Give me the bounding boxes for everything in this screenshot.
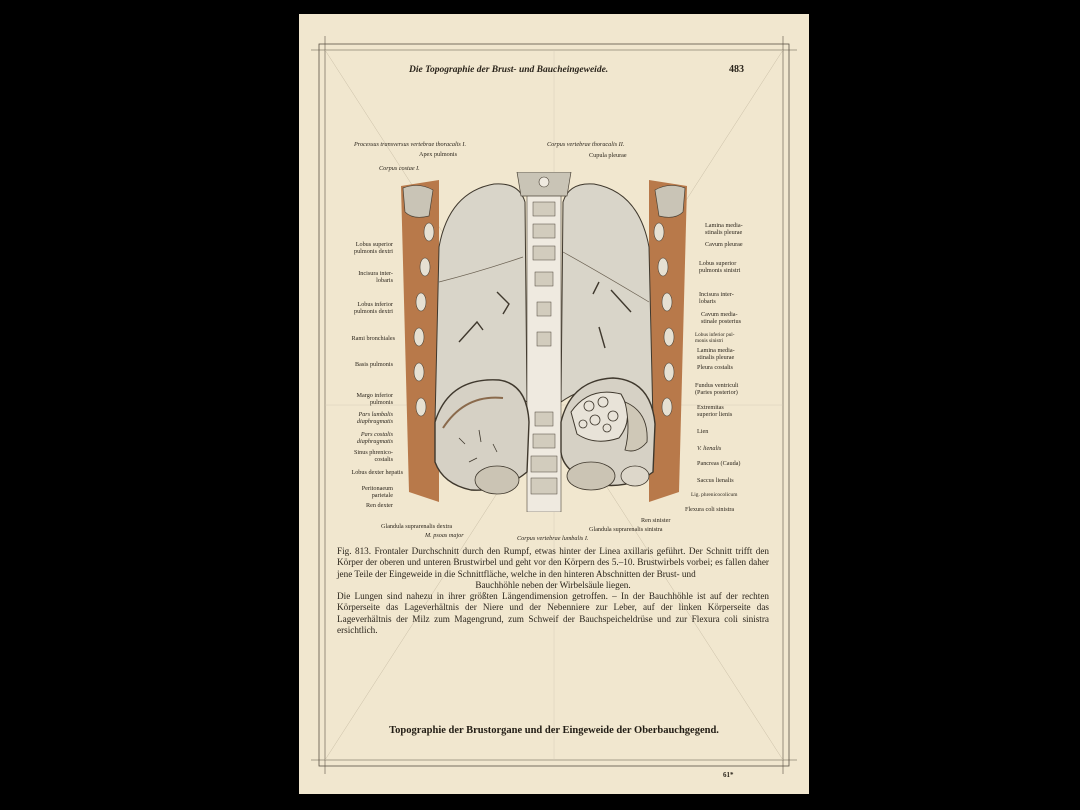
left-kidney [567, 462, 615, 490]
label-pars-costalis: Pars costalis diaphragmatis [356, 431, 393, 445]
book-page [299, 14, 809, 794]
label-cavum-pleurae: Cavum pleurae [705, 241, 743, 248]
label-v-lienalis: V. lienalis [697, 445, 722, 452]
label-lobus-sup-sin: Lobus superior pulmonis sinistri [699, 260, 741, 274]
caption-paragraph-1: Fig. 813. Frontaler Durchschnitt durch den Rumpf, etwas hinter der Linea axillaris geführt. Der Schnitt trifft den Körper der oberen und unteren Brustwirbel und geht vor den Körpern des 5.–10. Brustwirbels vorbei; es fallen daher jene Teile der Eingeweide in die Schnittfläche, welche in den hinteren Abschnitten der Brust- und [337, 546, 769, 579]
label-pars-lumbalis: Pars lumbalis diaphragmatis [356, 411, 393, 425]
anatomical-section-illustration [399, 172, 689, 512]
label-apex: Apex pulmonis [419, 151, 457, 158]
plate-title: Topographie der Brustorgane und der Eingeweide der Oberbauchgegend. [389, 725, 719, 736]
page-number: 483 [729, 64, 744, 75]
label-processus: Processus transversus vertebrae thoracalis I. [354, 141, 466, 148]
label-corpus-costae: Corpus costae I. [379, 165, 420, 172]
label-incisura-dex: Incisura inter- lobaris [358, 270, 393, 284]
label-saccus: Saccus lienalis [697, 477, 734, 484]
right-clavicle [403, 185, 433, 217]
label-cavum-med: Cavum media- stinale posterius [701, 311, 742, 325]
left-clavicle [655, 185, 685, 217]
label-lobus-inf-dex: Lobus inferior pulmonis dextri [353, 301, 393, 315]
label-flexura: Flexura coli sinistra [685, 506, 735, 513]
label-psoas: M. psoas major [425, 532, 464, 539]
label-glandula-sin: Glandula suprarenalis sinistra [589, 526, 663, 533]
label-corpus-lumbalis: Corpus vertebrae lumbalis I. [517, 535, 589, 542]
label-lien: Lien [697, 428, 709, 435]
colon-flexure [621, 466, 649, 486]
label-incisura-sin: Incisura inter- lobaris [699, 291, 734, 305]
label-cupula: Cupula pleurae [589, 152, 627, 159]
label-sinus: Sinus phrenico- costalis [353, 449, 393, 463]
label-ren-dexter: Ren dexter [366, 502, 393, 509]
figure-caption [337, 546, 769, 636]
label-lamina-med-2: Lamina media- stinalis pleurae [697, 347, 735, 361]
label-pancreas: Pancreas (Cauda) [697, 460, 741, 467]
label-extremitas: Extremitas superior lienis [697, 404, 733, 418]
label-fundus: Fundus ventriculi (Paries posterior) [695, 382, 739, 396]
label-lamina-med: Lamina media- stinalis pleurae [705, 222, 743, 236]
signature-mark: 61* [723, 771, 734, 779]
label-corpus-vert-ii: Corpus vertebrae thoracalis II. [547, 141, 625, 148]
label-lobus-hepatis: Lobus dexter hepatis [351, 469, 403, 476]
label-rami: Rami bronchiales [351, 335, 395, 342]
label-pleura-costalis: Pleura costalis [697, 364, 733, 371]
running-head: Die Topographie der Brust- und Baucheingeweide. [409, 65, 609, 75]
label-peritonaeum: Peritonaeum parietale [361, 485, 393, 499]
label-ren-sinister: Ren sinister [641, 517, 671, 524]
label-glandula-dex: Glandula suprarenalis dextra [381, 523, 453, 530]
label-margo: Margo inferior pulmonis [356, 392, 393, 406]
caption-paragraph-2: Die Lungen sind nahezu in ihrer größten Längendimension getroffen. – In der Bauchhöhle ist auf der rechten Körperseite das Lageverhältnis der Niere und der Nebenniere zur Leber, auf der linken Körperseite das Lageverhältnis der Milz zum Magengrund, zum Schweif der Bauchspeicheldrüse und zur Flexura coli sinistra ersichtlich. [337, 591, 769, 636]
label-lobus-sup-dex: Lobus superior pulmonis dextri [353, 241, 393, 255]
right-kidney [475, 466, 519, 494]
label-basis: Basis pulmonis [355, 361, 393, 368]
label-lobus-inf-sin: Lobus inferior pul- monis sinistri [695, 332, 735, 344]
caption-paragraph-1-end: Bauchhöhle neben der Wirbelsäule liegen. [475, 579, 631, 590]
label-lig: Lig. phrenicocolicum [691, 492, 738, 498]
